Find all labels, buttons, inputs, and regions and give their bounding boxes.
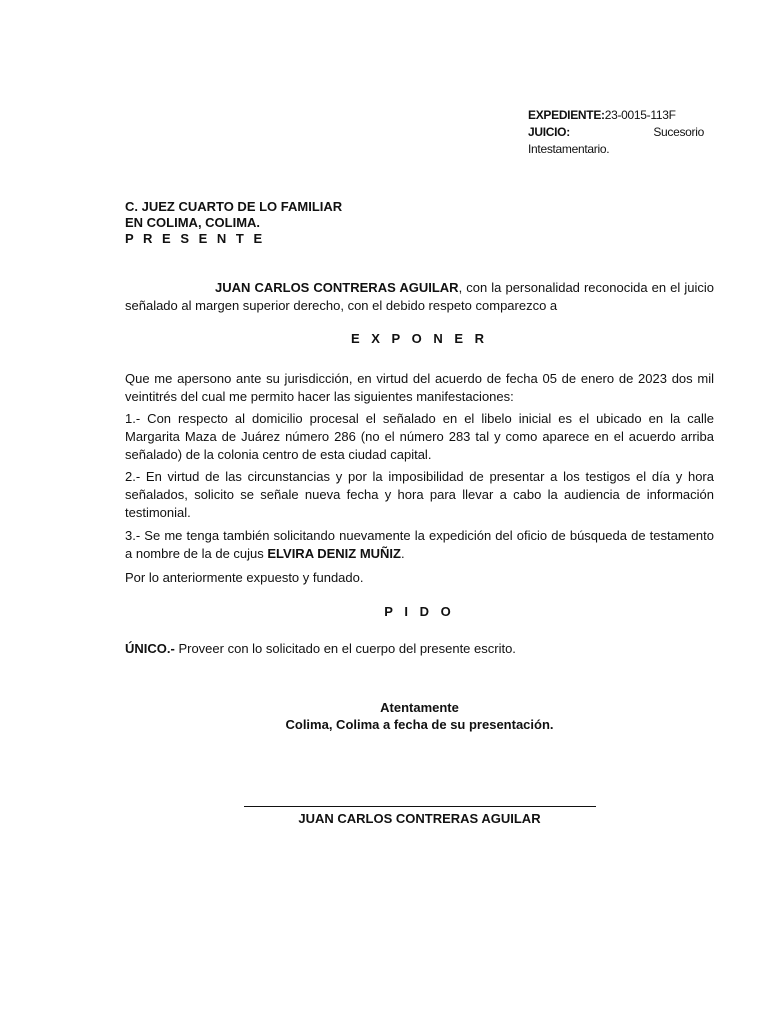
intro-paragraph xyxy=(125,279,714,315)
testamento-text: 3.- Se me tenga también solicitando nuevamente la expedición del oficio de búsqueda de testamento a nombre de la de cujus xyxy=(125,528,714,561)
signature-line xyxy=(244,806,596,807)
juicio-value: Sucesorio xyxy=(653,125,704,139)
juicio-label: JUICIO: xyxy=(528,125,570,139)
paragraph-domicilio: 1.- Con respecto al domicilio procesal el señalado en el libelo inicial es el ubicado en la calle Margarita Maza de Juárez número 286 (no el número 283 tal y como aparece en el acuerdo arriba señalado) de la colonia centro de esta ciudad capital. xyxy=(125,411,714,462)
paragraph-testamento xyxy=(125,527,714,563)
signatory-name: JUAN CARLOS CONTRERAS AGUILAR xyxy=(298,811,541,826)
section-heading-pido: P I D O xyxy=(384,604,455,619)
closing-block xyxy=(125,699,714,733)
deceased-name: ELVIRA DENIZ MUÑIZ xyxy=(267,546,401,561)
addressee-line-judge: C. JUEZ CUARTO DE LO FAMILIAR xyxy=(125,199,343,214)
paragraph-unico xyxy=(125,640,714,658)
addressee-block xyxy=(125,199,342,247)
expediente-row xyxy=(528,107,718,124)
closing-place-date: Colima, Colima a fecha de su presentación. xyxy=(285,717,554,732)
paragraph-apersono: Que me apersono ante su jurisdicción, en virtud del acuerdo de fecha 05 de enero de 2023 dos mil veintitrés del cual me permito hacer las siguientes manifestaciones: xyxy=(125,371,714,404)
case-header xyxy=(528,107,718,158)
juicio-row xyxy=(528,124,704,141)
unico-text: Proveer con lo solicitado en el cuerpo del presente escrito. xyxy=(174,641,516,656)
addressee-line-city: EN COLIMA, COLIMA. xyxy=(125,215,261,230)
expediente-value: 23-0015-113F xyxy=(604,108,676,122)
testamento-end: . xyxy=(400,546,405,561)
juicio-value-continued: Intestamentario. xyxy=(528,142,610,156)
unico-label: ÚNICO.- xyxy=(125,641,175,656)
paragraph-fundado: Por lo anteriormente expuesto y fundado. xyxy=(125,570,364,585)
expediente-label: EXPEDIENTE: xyxy=(528,108,605,122)
addressee-line-presente: P R E S E N T E xyxy=(125,231,266,246)
section-heading-exponer: E X P O N E R xyxy=(350,331,488,346)
petitioner-name: JUAN CARLOS CONTRERAS AGUILAR xyxy=(215,280,459,295)
intro-text: , con la personalidad reconocida en el juicio señalado al margen superior derecho, con el debido respeto comparezco a xyxy=(125,280,714,313)
paragraph-audiencia: 2.- En virtud de las circunstancias y por la imposibilidad de presentar a los testigos el día y hora señalados, solicito se señale nueva fecha y hora para llevar a cabo la audiencia de información testimonial. xyxy=(125,469,714,520)
closing-atentamente: Atentamente xyxy=(380,700,459,715)
